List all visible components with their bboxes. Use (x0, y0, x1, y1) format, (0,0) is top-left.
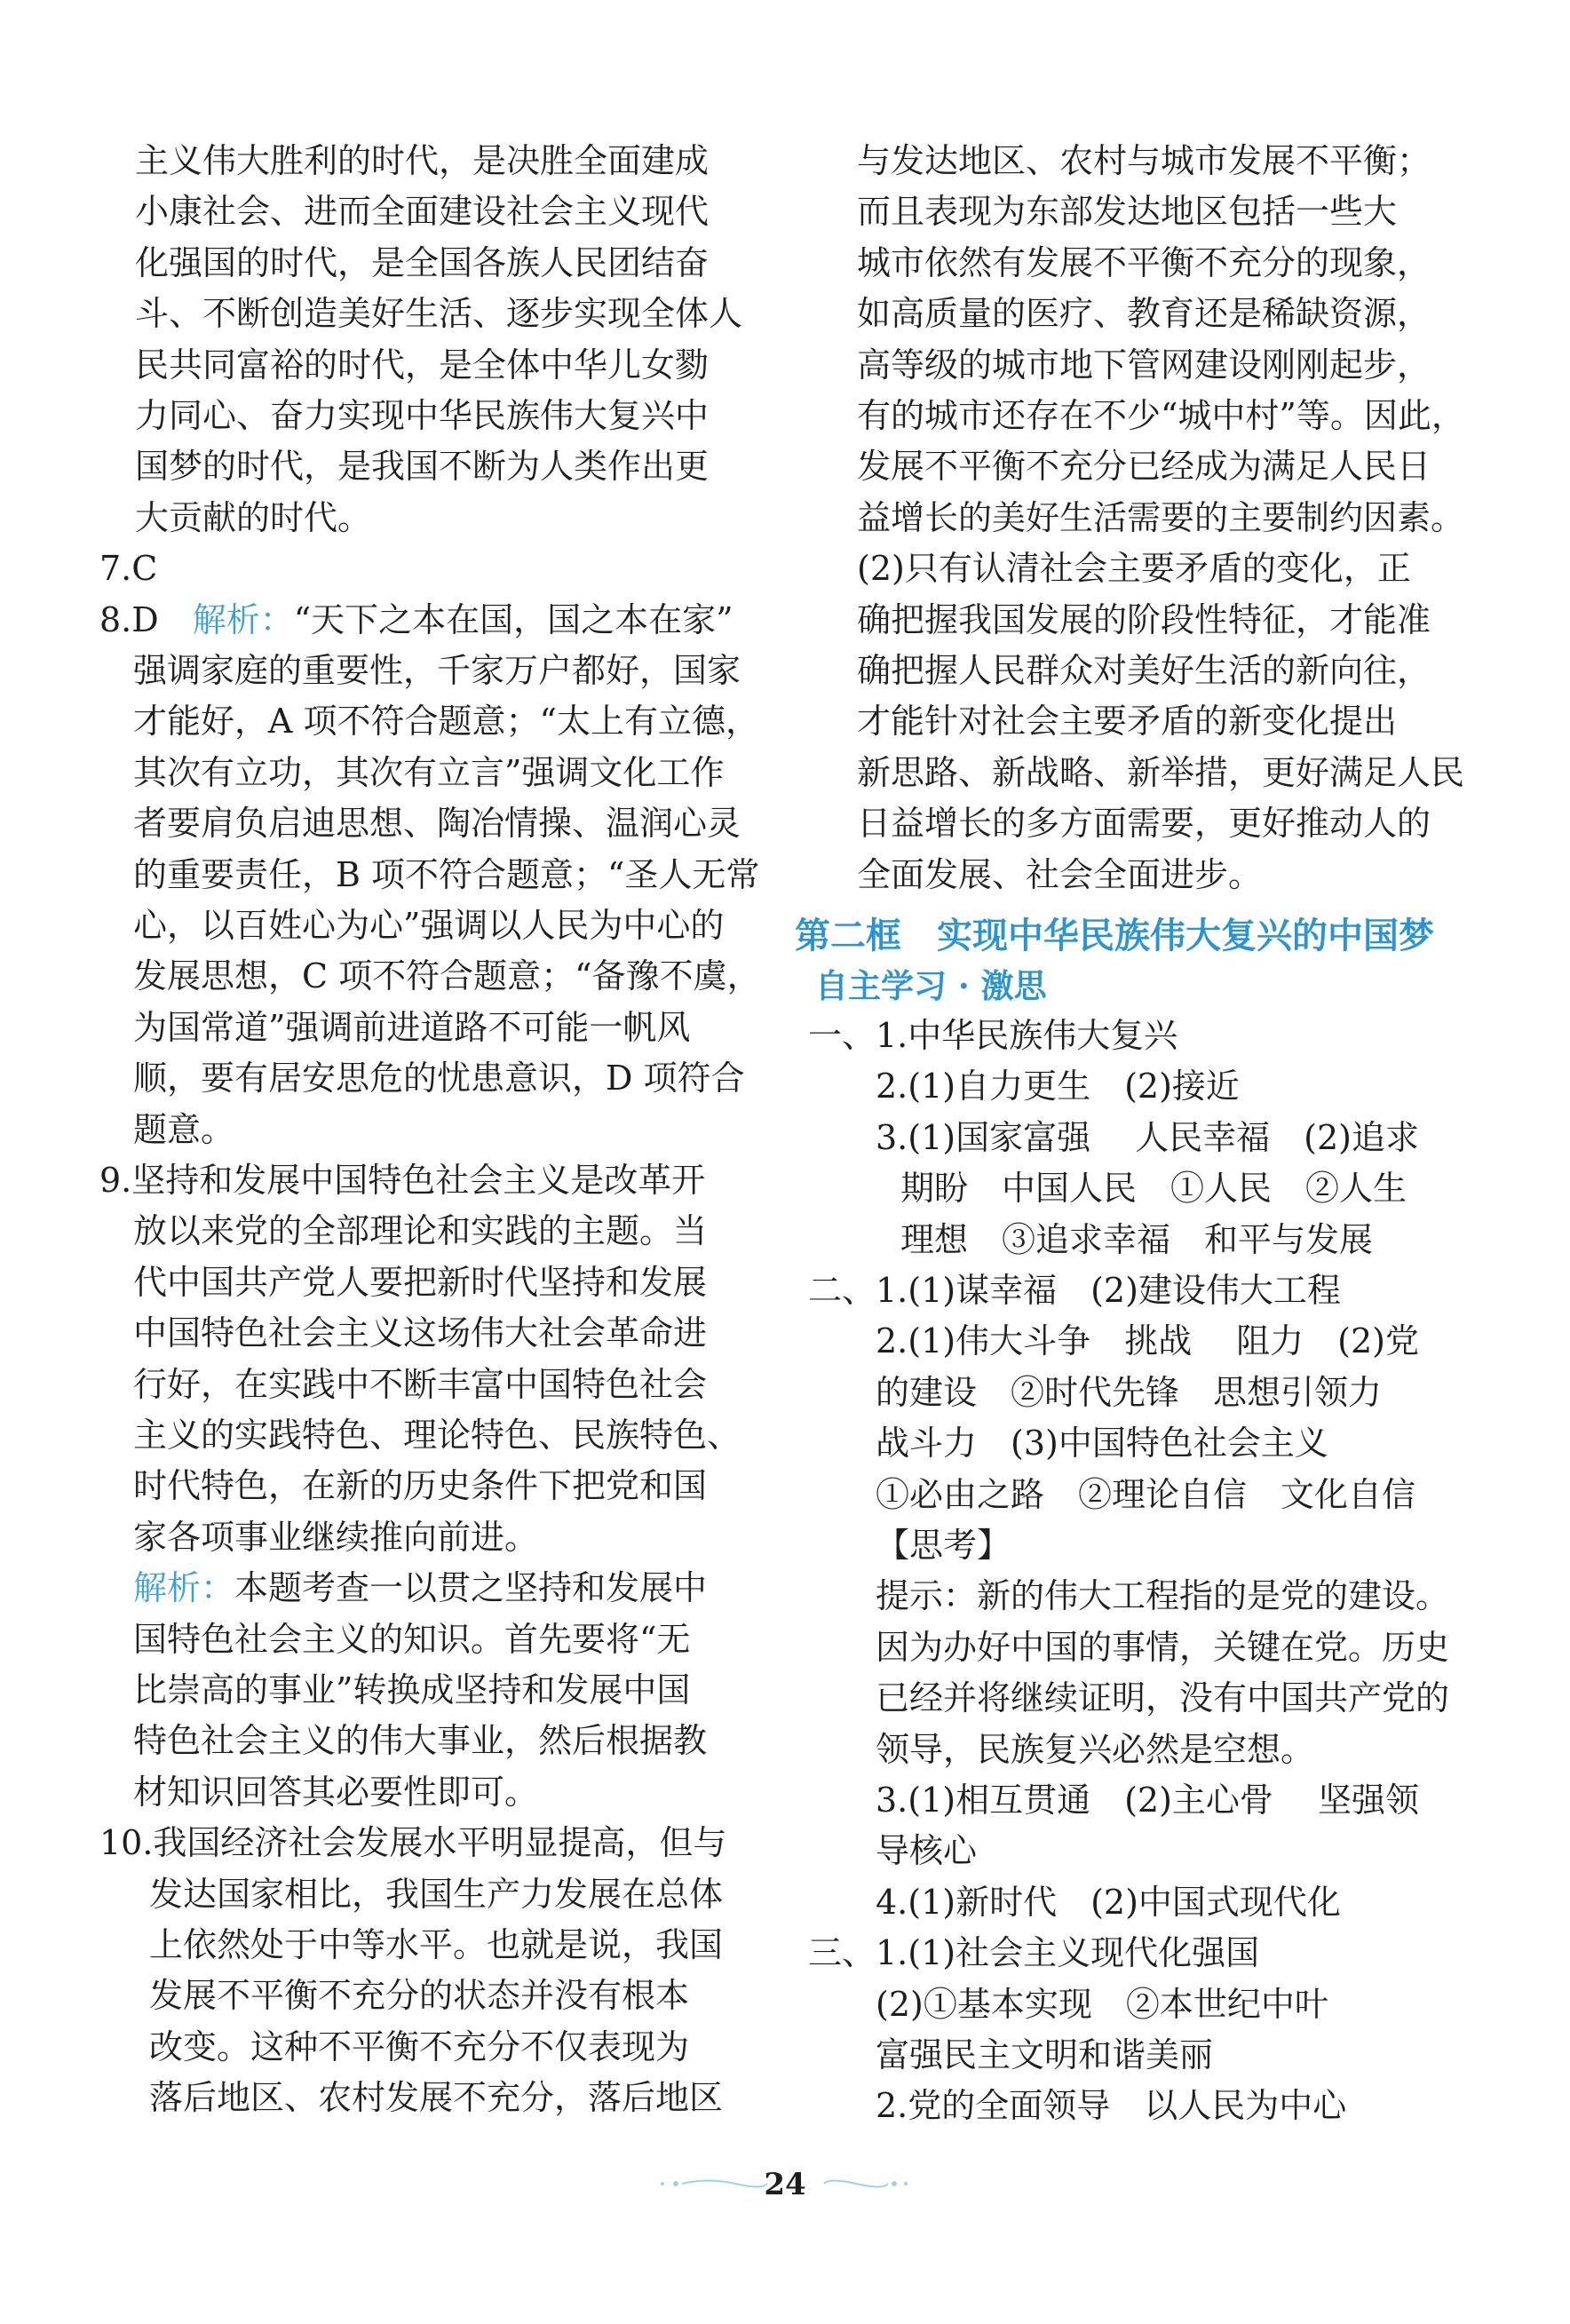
line-text: 10.我国经济社会发展水平明显提高，但与 (99, 1823, 727, 1863)
line-text: 其次有立功，其次有立言”强调文化工作 (133, 752, 725, 792)
right-column-line: 确把握人民群众对美好生活的新向往， (857, 651, 1431, 690)
left-column-line (133, 1667, 690, 1713)
left-column-line (133, 852, 759, 898)
left-column-line (133, 1004, 690, 1051)
left-column-line (149, 2024, 689, 2070)
right-column-line: 有的城市还存在不少“城中村”等。因此， (857, 396, 1465, 435)
line-text: 心，以百姓心为心”强调以人民为中心的 (133, 906, 725, 945)
answer-line: 3.(1)国家富强 人民幸福 (2)追求 (876, 1117, 1419, 1157)
left-column-line (133, 1106, 234, 1153)
left-column-line (99, 545, 157, 591)
right-column-line: (2)只有认清社会主要矛盾的变化，正 (857, 549, 1411, 589)
left-column-line (133, 698, 759, 744)
answer-line: 2.党的全面领导 以人民为中心 (876, 2086, 1347, 2126)
right-column-line: 与发达地区、农村与城市发展不平衡； (857, 141, 1431, 180)
answer-line: 2.(1)自力更生 (2)接近 (876, 1067, 1240, 1106)
line-text: 落后地区、农村发展不充分，落后地区 (149, 2078, 724, 2118)
line-text: 代中国共产党人要把新时代坚持和发展 (133, 1262, 708, 1302)
line-text: 发达国家相比，我国生产力发展在总体 (149, 1874, 724, 1914)
line-text: 才能好，A 项不符合题意；“太上有立德， (133, 702, 759, 742)
right-column-line: 城市依然有发展不平衡不充分的现象， (857, 242, 1431, 282)
right-column-line: 发展不平衡不充分已经成为满足人民日 (857, 447, 1431, 487)
line-text: 9.坚持和发展中国特色社会主义是改革开 (99, 1161, 706, 1200)
left-column-line (99, 1820, 726, 1866)
answer-line: 一、1.中华民族伟大复兴 (808, 1016, 1178, 1055)
right-column-line: 益增长的美好生活需要的主要制约因素。 (857, 497, 1465, 537)
line-text: 化强国的时代，是全国各族人民团结奋 (135, 242, 710, 282)
left-column-line (99, 597, 733, 643)
left-column-line (133, 750, 724, 796)
line-text: 中国特色社会主义这场伟大社会革命进 (133, 1313, 708, 1353)
left-column-line (133, 647, 741, 694)
line-text: 斗、不断创造美好生活、逐步实现全体人 (135, 294, 743, 334)
left-column-line (133, 953, 761, 999)
answer-line: 3.(1)相互贯通 (2)主心骨 坚强领 (876, 1781, 1419, 1820)
left-column-line (133, 902, 724, 948)
line-text: 者要肩负启迪思想、陶冶情操、温润心灵 (133, 804, 741, 844)
left-column-line (133, 1565, 707, 1611)
left-column-line (135, 188, 709, 234)
line-text: 行好，在实践中不断丰富中国特色社会 (133, 1364, 708, 1404)
line-text: 发展不平衡不充分的状态并没有根本 (149, 1976, 690, 2016)
answer-line: 二、1.(1)谋幸福 (2)建设伟大工程 (808, 1271, 1341, 1310)
answer-line: 战斗力 (3)中国特色社会主义 (876, 1424, 1328, 1463)
answer-line: 的建设 ②时代先锋 思想引领力 (876, 1372, 1383, 1412)
line-text: 本题考查一以贯之坚持和发展中 (234, 1568, 708, 1608)
right-column-line: 日益增长的多方面需要，更好推动人的 (857, 804, 1431, 844)
section-title: 第二框 实现中华民族伟大复兴的中国梦 (795, 915, 1434, 956)
line-text: 国特色社会主义的知识。首先要将“无 (133, 1619, 691, 1659)
right-column-line: 如高质量的医疗、教育还是稀缺资源， (857, 294, 1431, 334)
left-column-line (133, 800, 741, 846)
line-text: 大贡献的时代。 (135, 497, 372, 537)
left-column-line (133, 1717, 707, 1764)
line-text: 时代特色，在新的历史条件下把党和国 (133, 1466, 708, 1506)
left-column-line (133, 1514, 538, 1560)
left-column-line (133, 1412, 741, 1458)
right-column-line: 才能针对社会主要矛盾的新变化提出 (857, 702, 1398, 742)
analysis-label: 解析： (133, 1568, 235, 1608)
answer-line: 2.(1)伟大斗争 挑战 阻力 (2)党 (876, 1321, 1419, 1361)
right-column-line: 确把握我国发展的阶段性特征，才能准 (857, 599, 1431, 639)
left-column-line (133, 1208, 707, 1254)
left-column-line (135, 342, 709, 388)
right-ornament-icon (803, 2177, 909, 2190)
line-text: 放以来党的全部理论和实践的主题。当 (133, 1211, 708, 1251)
left-column-line (135, 443, 709, 489)
line-text: 力同心、奋力实现中华民族伟大复兴中 (135, 396, 710, 435)
line-text: 小康社会、进而全面建设社会主义现代 (135, 192, 710, 232)
answer-line: ①必由之路 ②理论自信 文化自信 (876, 1474, 1416, 1514)
right-column-line: 高等级的城市地下管网建设刚刚起步， (857, 345, 1431, 385)
answer-line: 【思考】 (876, 1526, 1011, 1565)
left-column-line (135, 138, 709, 184)
line-text: 材知识回答其必要性即可。 (133, 1772, 539, 1812)
line-text: 为国常道”强调前进道路不可能一帆风 (133, 1007, 691, 1047)
page-number: 24 (764, 2167, 806, 2202)
answer-line: 4.(1)新时代 (2)中国式现代化 (876, 1882, 1341, 1922)
answer-line: 三、1.(1)社会主义现代化强国 (808, 1933, 1260, 1973)
left-column-line (133, 1463, 707, 1509)
line-text: 主义伟大胜利的时代，是决胜全面建成 (135, 141, 710, 180)
line-text: 题意。 (133, 1109, 235, 1149)
left-column-line (133, 1310, 707, 1356)
answer-line: 期盼 中国人民 ①人民 ②人生 (900, 1169, 1407, 1209)
right-column-line: 全面发展、社会全面进步。 (857, 854, 1263, 894)
answer-line: (2)①基本实现 ②本世纪中叶 (876, 1984, 1328, 2024)
right-column-line: 而且表现为东部发达地区包括一些大 (857, 192, 1398, 232)
left-column-line (149, 2074, 723, 2121)
answer-line: 领导，民族复兴必然是空想。 (876, 1729, 1315, 1769)
answer-line: 富强民主文明和谐美丽 (876, 2035, 1214, 2074)
line-text: 强调家庭的重要性，千家万户都好，国家 (133, 651, 741, 690)
line-text: 比崇高的事业”转换成坚持和发展中国 (133, 1670, 691, 1709)
left-column-line (133, 1616, 690, 1662)
line-text: 7.C (99, 549, 158, 589)
line-text: “天下之本在国，国之本在家” (293, 599, 733, 639)
line-text: 主义的实践特色、理论特色、民族特色、 (133, 1416, 741, 1455)
line-text: 国梦的时代，是我国不断为人类作出更 (135, 447, 710, 487)
left-column-line (149, 1972, 689, 2019)
left-column-line (133, 1259, 707, 1305)
answer-line: 提示：新的伟大工程指的是党的建设。 (876, 1576, 1450, 1616)
left-column-line (135, 393, 709, 439)
left-column-line (133, 1361, 707, 1408)
answer-line: 理想 ③追求幸福 和平与发展 (900, 1219, 1374, 1259)
subsection-title: 自主学习 · 激思 (815, 966, 1047, 1005)
line-text: 民共同富裕的时代，是全体中华儿女勠 (135, 345, 710, 385)
left-column-line (135, 495, 371, 541)
answer-line: 已经并将继续证明，没有中国共产党的 (876, 1678, 1450, 1718)
line-text: 上依然处于中等水平。也就是说，我国 (149, 1925, 724, 1964)
left-column-line (149, 1871, 723, 1917)
line-text: 发展思想，C 项不符合题意；“备豫不虞， (133, 956, 761, 996)
left-column-line (133, 1055, 745, 1101)
analysis-label: 解析： (192, 599, 294, 639)
line-text: 的重要责任，B 项不符合题意；“圣人无常 (133, 854, 760, 894)
answer-number: 8.D (99, 599, 193, 639)
line-text: 顺，要有居安思危的忧患意识，D 项符合 (133, 1059, 745, 1099)
line-text: 特色社会主义的伟大事业，然后根据教 (133, 1721, 708, 1761)
right-column-line: 新思路、新战略、新举措，更好满足人民 (857, 752, 1465, 792)
answer-line: 导核心 (876, 1831, 978, 1871)
line-text: 家各项事业继续推向前进。 (133, 1517, 539, 1557)
left-column-line (133, 1769, 538, 1815)
left-column-line (135, 290, 742, 337)
line-text: 改变。这种不平衡不充分不仅表现为 (149, 2027, 690, 2066)
left-column-line (149, 1922, 723, 1968)
left-column-line (99, 1157, 705, 1203)
page-number-container (0, 2158, 1570, 2211)
answer-line: 因为办好中国的事情，关键在党。历史 (876, 1627, 1450, 1667)
left-column-line (135, 240, 709, 286)
